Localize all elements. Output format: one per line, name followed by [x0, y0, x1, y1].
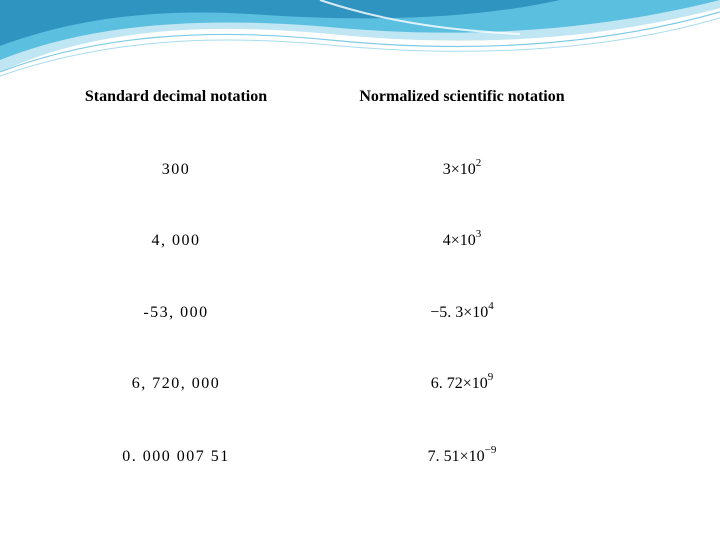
- header-wave-decoration: [0, 0, 720, 90]
- scientific-value: [322, 370, 602, 393]
- exponent: 9: [487, 370, 494, 383]
- column-header-scientific: Normalized scientific notation: [359, 88, 565, 105]
- column-header-standard: Standard decimal notation: [84, 88, 268, 105]
- times-ten: ×10: [459, 448, 485, 465]
- standard-value: -53, 000: [143, 304, 209, 321]
- mantissa: 3: [442, 161, 451, 178]
- scientific-value: [322, 227, 602, 250]
- times-ten: ×10: [450, 232, 476, 249]
- standard-value: 6, 720, 000: [131, 375, 221, 392]
- times-ten: ×10: [463, 304, 489, 321]
- mantissa: 4: [442, 232, 451, 249]
- mantissa: −5. 3: [430, 304, 464, 321]
- scientific-value: [322, 156, 602, 179]
- standard-value: 0. 000 007 51: [122, 448, 230, 465]
- exponent: −9: [484, 443, 497, 456]
- mantissa: 7. 51: [427, 448, 460, 465]
- standard-value: 300: [161, 161, 191, 178]
- scientific-value: [322, 299, 602, 322]
- scientific-value: [322, 443, 602, 466]
- exponent: 4: [488, 299, 494, 312]
- exponent: 2: [475, 156, 482, 169]
- standard-value: 4, 000: [151, 232, 201, 249]
- exponent: 3: [475, 227, 482, 240]
- times-ten: ×10: [450, 161, 476, 178]
- times-ten: ×10: [462, 375, 488, 392]
- mantissa: 6. 72: [430, 375, 463, 392]
